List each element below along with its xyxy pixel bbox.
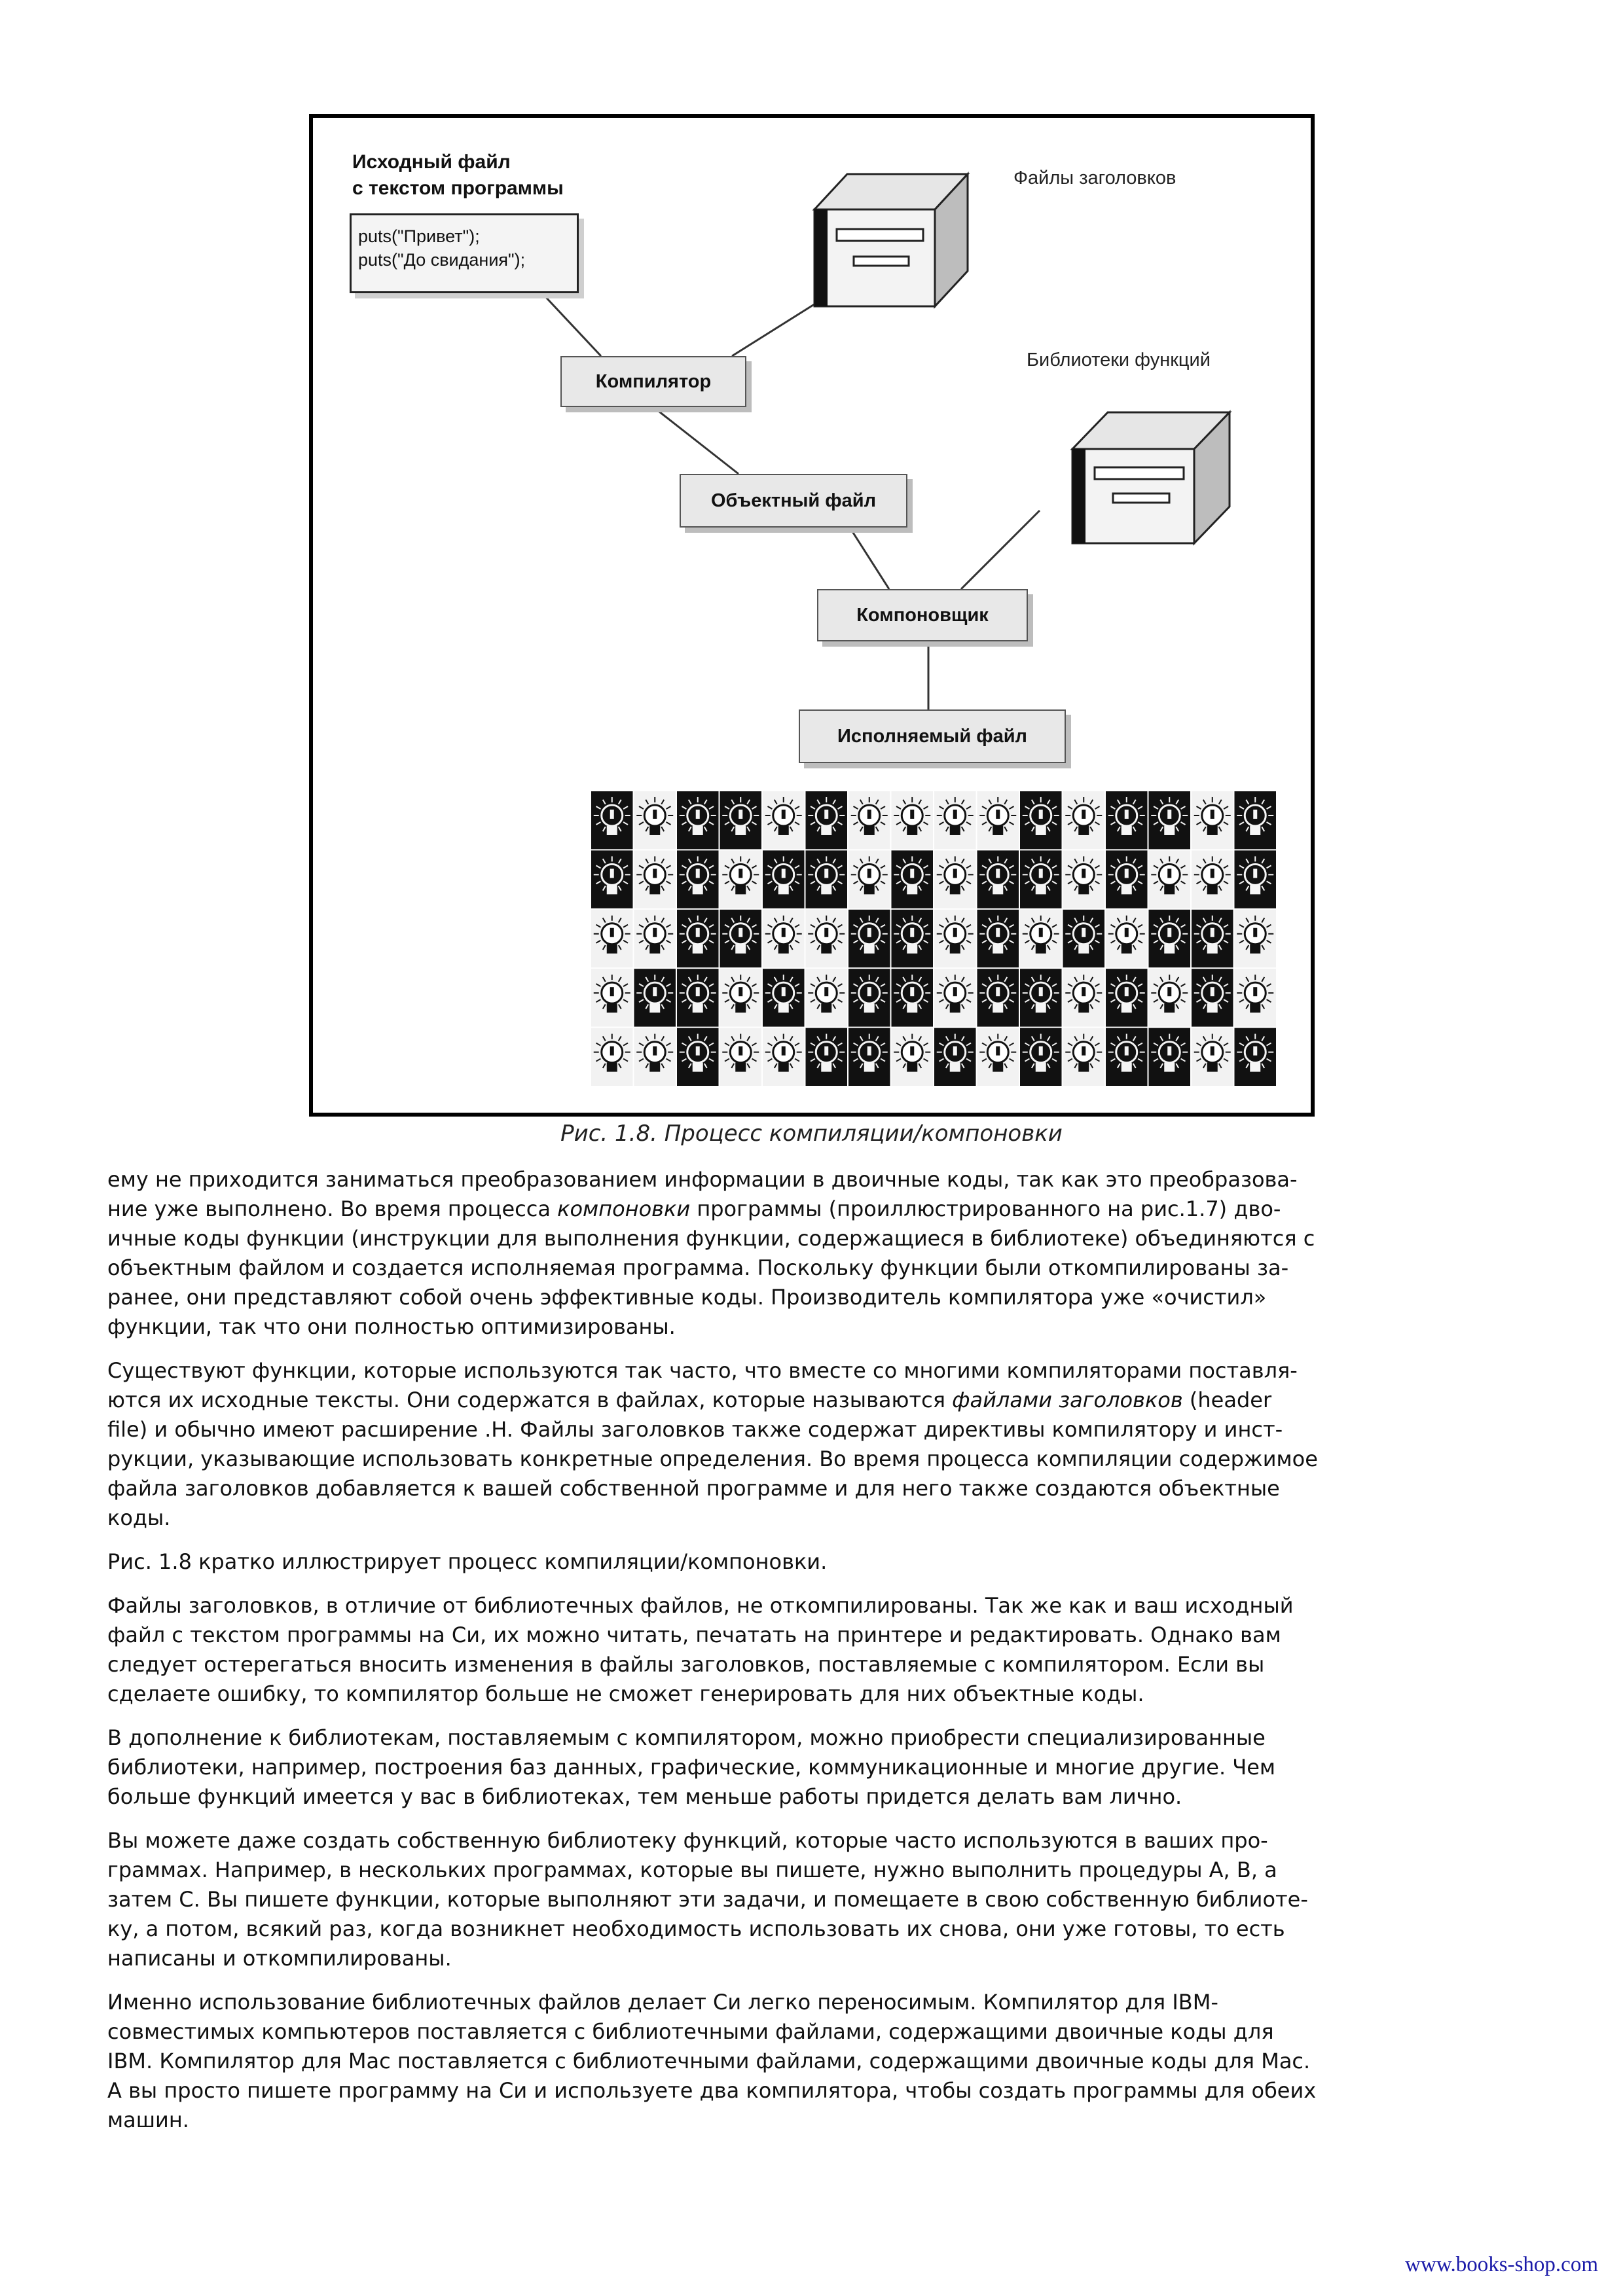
text-line — [107, 1503, 1518, 1533]
text-line — [107, 1591, 1518, 1621]
text-run: программы (проиллюстрированного на рис.1.7) дво- — [690, 1196, 1281, 1221]
lightbulb-icon — [1063, 910, 1105, 967]
text-run: объектным файлом и создается исполняемая программа. Поскольку функции были откомпилированы за- — [107, 1255, 1289, 1280]
text-run: граммах. Например, в нескольких программах, которые вы пишете, нужно выполнить процедуры А, В, а — [107, 1857, 1277, 1882]
lightbulb-icon — [977, 1028, 1019, 1086]
paragraph — [107, 1826, 1518, 1973]
lightbulb-icon — [806, 1028, 848, 1086]
lightbulb-icon — [1106, 969, 1148, 1026]
text-line — [107, 1885, 1518, 1914]
text-line — [107, 1914, 1518, 1944]
lightbulb-icon — [720, 850, 762, 908]
text-run: В дополнение к библиотекам, поставляемым с компилятором, можно приобрести специализированные — [107, 1725, 1266, 1750]
lightbulb-icon — [934, 1028, 976, 1086]
text-run: ему не приходится заниматься преобразованием информации в двоичные коды, так как это преобразова- — [107, 1167, 1298, 1192]
paragraph — [107, 1356, 1518, 1533]
text-run: ичные коды функции (инструкции для выполнения функции, содержащиеся в библиотеке) объединяются с — [107, 1226, 1315, 1251]
lightbulb-icon — [892, 910, 934, 967]
lightbulb-icon — [763, 969, 805, 1026]
lightbulb-icon — [677, 910, 719, 967]
lightbulb-icon — [806, 791, 848, 849]
text-line — [107, 2076, 1518, 2106]
lightbulb-icon — [848, 969, 890, 1026]
header-files-drive-icon — [814, 174, 968, 306]
lightbulb-icon — [892, 850, 934, 908]
text-run: Файлы заголовков, в отличие от библиотечных файлов, не откомпилированы. Так же как и ваш исходный — [107, 1593, 1294, 1618]
compiler-node: Компилятор — [560, 356, 746, 407]
lightbulb-icon — [1235, 910, 1277, 967]
lightbulb-icon — [1020, 850, 1062, 908]
lightbulb-icon — [1020, 791, 1062, 849]
lightbulb-icon — [1106, 850, 1148, 908]
lightbulb-icon — [1106, 1028, 1148, 1086]
body-text — [107, 1165, 1518, 2149]
text-line — [107, 1386, 1518, 1415]
text-run: написаны и откомпилированы. — [107, 1946, 452, 1971]
text-run: файл с текстом программы на Си, их можно читать, печатать на принтере и редактировать. Однако вам — [107, 1623, 1281, 1647]
text-line — [107, 1224, 1518, 1253]
lightbulb-icon — [1192, 1028, 1233, 1086]
lightbulb-icon — [763, 850, 805, 908]
connector-source-compiler — [542, 293, 601, 356]
text-run: коды. — [107, 1505, 171, 1530]
lightbulb-icon — [1149, 1028, 1191, 1086]
text-run: сделаете ошибку, то компилятор больше не сможет генерировать для них объектные коды. — [107, 1681, 1144, 1706]
paragraph — [107, 1988, 1518, 2135]
text-line — [107, 2047, 1518, 2076]
connector-object-linker — [850, 528, 889, 589]
lightbulb-icon — [892, 969, 934, 1026]
lightbulb-icon — [677, 969, 719, 1026]
lightbulb-icon — [1235, 850, 1277, 908]
lightbulb-icon — [677, 791, 719, 849]
lightbulb-icon — [1192, 791, 1233, 849]
lightbulb-icon — [720, 969, 762, 1026]
text-run: библиотеки, например, построения баз данных, графические, коммуникационные и многие другие. Чем — [107, 1755, 1276, 1780]
text-run: IBM. Компилятор для Мас поставляется с библиотечными файлами, содержащими двоичные коды для Мас. — [107, 2049, 1311, 2073]
text-line — [107, 2017, 1518, 2047]
text-line — [107, 1312, 1518, 1342]
text-run: (header — [1182, 1388, 1272, 1412]
text-run: ранее, они представляют собой очень эффективные коды. Производитель компилятора уже «очистил» — [107, 1285, 1267, 1310]
lightbulb-icon — [1063, 791, 1105, 849]
lightbulb-icon — [720, 791, 762, 849]
italic-term: файлами заголовков — [952, 1388, 1183, 1412]
lightbulb-icon — [634, 969, 676, 1026]
text-line — [107, 1753, 1518, 1782]
text-line — [107, 1194, 1518, 1224]
executable-node: Исполняемый файл — [799, 709, 1066, 763]
lightbulb-icon — [720, 910, 762, 967]
lightbulb-icon — [591, 910, 633, 967]
lightbulb-icon — [1235, 791, 1277, 849]
lightbulb-icon — [934, 969, 976, 1026]
lightbulb-icon — [1106, 791, 1148, 849]
lightbulb-icon — [763, 791, 805, 849]
lightbulb-icon — [1063, 850, 1105, 908]
source-file-title: Исходный файл с текстом программы — [352, 151, 564, 199]
text-run: файла заголовков добавляется к вашей собственной программе и для него также создаются объектные — [107, 1476, 1280, 1501]
lightbulb-icon — [806, 850, 848, 908]
lightbulb-icon — [1020, 969, 1062, 1026]
lightbulb-icon — [934, 910, 976, 967]
text-run: Существуют функции, которые используются так часто, что вместе со многими компиляторами поставля- — [107, 1358, 1298, 1383]
connector-compiler-object — [653, 407, 739, 474]
lightbulb-icon — [1063, 969, 1105, 1026]
lightbulb-icon — [892, 1028, 934, 1086]
lightbulb-icon — [1020, 1028, 1062, 1086]
text-line — [107, 1723, 1518, 1753]
lightbulb-icon — [1192, 850, 1233, 908]
connector-headers-compiler — [732, 298, 824, 356]
lightbulb-icon — [1235, 969, 1277, 1026]
lightbulb-icon — [806, 910, 848, 967]
linker-node: Компоновщик — [817, 589, 1028, 641]
lightbulb-icon — [634, 791, 676, 849]
lightbulb-icon — [763, 1028, 805, 1086]
lightbulb-icon — [1149, 791, 1191, 849]
text-run: Рис. 1.8 кратко иллюстрирует процесс компиляции/компоновки. — [107, 1549, 828, 1574]
text-run: затем С. Вы пишете функции, которые выполняют эти задачи, и помещаете в свою собственную библиоте- — [107, 1887, 1308, 1912]
code-line: puts("До свидания"); — [358, 250, 526, 270]
lightbulb-icon — [763, 910, 805, 967]
text-line — [107, 1826, 1518, 1856]
lightbulb-icon — [1149, 910, 1191, 967]
lightbulb-icon — [591, 791, 633, 849]
lightbulb-icon — [806, 969, 848, 1026]
text-line — [107, 1356, 1518, 1386]
compilation-figure — [309, 114, 1315, 1117]
lightbulb-icon — [977, 969, 1019, 1026]
text-run: file) и обычно имеют расширение .H. Файлы заголовков также содержат директивы компилятору и инст- — [107, 1417, 1283, 1442]
code-line: puts("Привет"); — [358, 226, 480, 246]
lightbulb-icon — [1020, 910, 1062, 967]
lightbulb-icon — [591, 850, 633, 908]
lightbulb-icon — [591, 1028, 633, 1086]
lightbulb-icon — [1192, 969, 1233, 1026]
text-line — [107, 1415, 1518, 1444]
text-run: следует остерегаться вносить изменения в файлы заголовков, поставляемые с компилятором. Если вы — [107, 1652, 1265, 1677]
text-run: Именно использование библиотечных файлов делает Си легко переносимым. Компилятор для IBM- — [107, 1990, 1218, 2015]
text-run: машин. — [107, 2108, 189, 2132]
text-line — [107, 1988, 1518, 2017]
text-line — [107, 1621, 1518, 1650]
text-run: ку, а потом, всякий раз, когда возникнет необходимость использовать их снова, они уже готовы, то есть — [107, 1916, 1285, 1941]
text-line — [107, 1547, 1518, 1577]
lightbulb-icon — [1149, 850, 1191, 908]
lightbulb-icon — [934, 850, 976, 908]
library-drive-icon — [1072, 412, 1230, 543]
lightbulb-icon — [848, 1028, 890, 1086]
lightbulb-icon — [977, 850, 1019, 908]
text-line — [107, 1650, 1518, 1679]
lightbulb-icon — [677, 850, 719, 908]
lightbulb-icon — [977, 910, 1019, 967]
text-line — [107, 1165, 1518, 1194]
text-line — [107, 1253, 1518, 1283]
paragraph — [107, 1547, 1518, 1577]
text-run: ние уже выполнено. Во время процесса — [107, 1196, 558, 1221]
text-line — [107, 1782, 1518, 1812]
binary-lightbulb-grid — [591, 791, 1277, 1086]
text-run: совместимых компьютеров поставляется с библиотечными файлами, содержащими двоичные коды для — [107, 2019, 1274, 2044]
text-line — [107, 1679, 1518, 1709]
lightbulb-icon — [634, 1028, 676, 1086]
lightbulb-icon — [892, 791, 934, 849]
lightbulb-icon — [934, 791, 976, 849]
text-run: функции, так что они полностью оптимизированы. — [107, 1314, 676, 1339]
object-file-node: Объектный файл — [680, 474, 907, 528]
footer-link[interactable]: www.books-shop.com — [1405, 2253, 1598, 2276]
text-run: ются их исходные тексты. Они содержатся в файлах, которые называются — [107, 1388, 953, 1412]
paragraph — [107, 1591, 1518, 1709]
text-line — [107, 1944, 1518, 1973]
source-code-box — [350, 213, 579, 293]
text-line — [107, 1283, 1518, 1312]
lightbulb-icon — [720, 1028, 762, 1086]
lightbulb-icon — [977, 791, 1019, 849]
lightbulb-icon — [1063, 1028, 1105, 1086]
lightbulb-icon — [1235, 1028, 1277, 1086]
lightbulb-icon — [1106, 910, 1148, 967]
connector-library-linker — [961, 511, 1040, 589]
lightbulb-icon — [634, 910, 676, 967]
lightbulb-icon — [1192, 910, 1233, 967]
header-files-label: Файлы заголовков — [1013, 168, 1176, 188]
text-line — [107, 1856, 1518, 1885]
figure-caption: Рис. 1.8. Процесс компиляции/компоновки — [560, 1121, 1063, 1147]
text-run: больше функций имеется у вас в библиотеках, тем меньше работы придется делать вам лично. — [107, 1784, 1182, 1809]
text-line — [107, 1474, 1518, 1503]
paragraph — [107, 1165, 1518, 1342]
text-run: рукции, указывающие использовать конкретные определения. Во время процесса компиляции содержимое — [107, 1446, 1318, 1471]
italic-term: компоновки — [557, 1196, 691, 1221]
lightbulb-icon — [1149, 969, 1191, 1026]
lightbulb-icon — [677, 1028, 719, 1086]
text-run: А вы просто пишете программу на Си и используете два компилятора, чтобы создать программы для обеих — [107, 2078, 1317, 2103]
text-line — [107, 2106, 1518, 2135]
lightbulb-icon — [848, 850, 890, 908]
lightbulb-icon — [591, 969, 633, 1026]
lightbulb-icon — [848, 791, 890, 849]
text-line — [107, 1444, 1518, 1474]
lightbulb-icon — [634, 850, 676, 908]
text-run: Вы можете даже создать собственную библиотеку функций, которые часто используются в ваших про- — [107, 1828, 1268, 1853]
lightbulb-icon — [848, 910, 890, 967]
function-libraries-label: Библиотеки функций — [1027, 350, 1211, 370]
paragraph — [107, 1723, 1518, 1812]
